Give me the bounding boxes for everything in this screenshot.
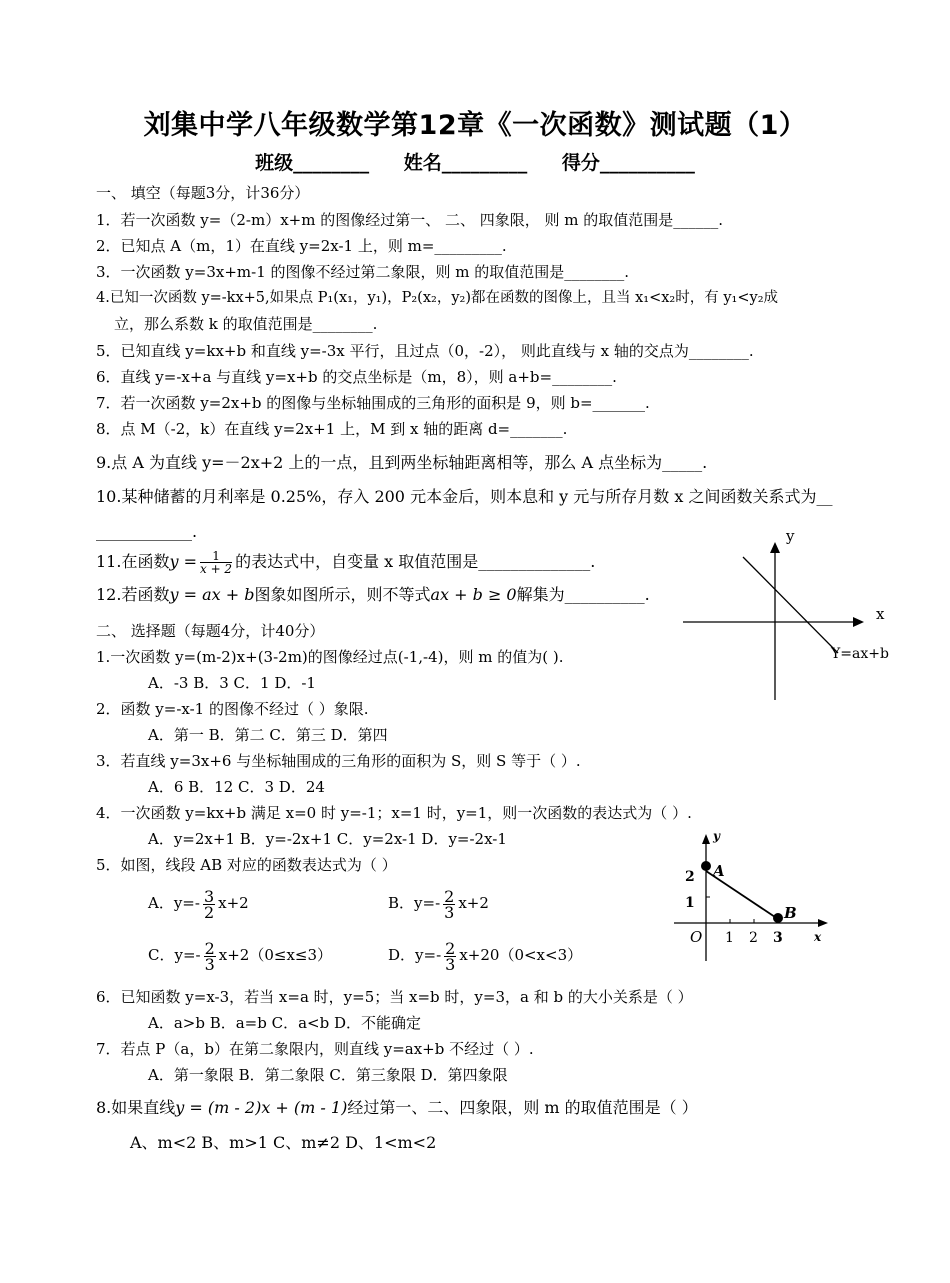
fill-question-4-cont: 立，那么系数 k 的取值范围是________. (114, 315, 378, 333)
choice-question-3: 3．若直线 y=3x+6 与坐标轴围成的三角形的面积为 S，则 S 等于（ ）. (96, 752, 581, 770)
choice-option-5a: A．y=- $\frac{3}{2}$ x+2 (148, 886, 249, 922)
tick-y2: 2 (685, 869, 695, 885)
choice-question-4: 4．一次函数 y=kx+b 满足 x=0 时 y=-1；x=1 时，y=1，则一次函数的表达式为（ ）. (96, 804, 692, 822)
fill-question-3: 3．一次函数 y=3x+m-1 的图像不经过第二象限，则 m 的取值范围是________. (96, 263, 630, 281)
line-label: Y=ax+b (831, 646, 889, 662)
fill-question-4: 4.已知一次函数 y=-kx+5,如果点 P₁(x₁，y₁)，P₂(x₂，y₂)都在函数的图像上，且当 x₁<x₂时，有 y₁<y₂成 (96, 290, 779, 306)
fill-question-6: 6．直线 y=-x+a 与直线 y=x+b 的交点坐标是（m，8），则 a+b=________. (96, 368, 617, 386)
choice-options-8: A、m<2 B、m>1 C、m≠2 D、1<m<2 (130, 1133, 437, 1152)
fill-question-12: 12.若函数y = ax + b图象如图所示，则不等式ax + b ≥ 0解集为__________. (96, 585, 650, 604)
fill-question-2: 2．已知点 A（m，1）在直线 y=2x-1 上，则 m=_________. (96, 237, 507, 255)
name-field: 姓名_________ (403, 152, 528, 174)
function-line (743, 557, 838, 653)
x-axis-arrow-icon (853, 617, 864, 627)
section2-heading: 二、 选择题（每题4分，计40分） (96, 622, 325, 640)
y-axis-arrow-icon (702, 834, 710, 844)
choice-question-8: 8.如果直线y = (m - 2)x + (m - 1)经过第一、二、四象限，则 m 的取值范围是（ ） (96, 1098, 698, 1117)
choice-option-5c: C．y=- $\frac{2}{3}$ x+2（0≤x≤3） (148, 938, 333, 974)
choice-options-2: A．第一 B．第二 C．第三 D．第四 (148, 726, 388, 744)
fill-question-10-cont: ____________. (96, 522, 198, 541)
choice-question-2: 2．函数 y=-x-1 的图像不经过（ ）象限. (96, 700, 369, 718)
choice-options-6: A．a>b B．a=b C．a<b D．不能确定 (148, 1014, 422, 1032)
score-field: 得分__________ (561, 152, 695, 174)
fill-question-7: 7．若一次函数 y=2x+b 的图像与坐标轴围成的三角形的面积是 9，则 b=_______. (96, 394, 650, 412)
origin-label: O (690, 928, 703, 946)
choice-options-4: A．y=2x+1 B．y=-2x+1 C．y=2x-1 D．y=-2x-1 (148, 830, 507, 848)
page-title: 刘集中学八年级数学第12章《一次函数》测试题（1） (143, 110, 807, 141)
segment-ab-graph (668, 826, 843, 966)
y-axis-label: y (713, 829, 720, 843)
point-b-label: B (784, 904, 797, 922)
fill-question-10: 10.某种储蓄的月利率是 0.25%，存入 200 元本金后，则本息和 y 元与所存月数 x 之间函数关系式为__ (96, 487, 833, 506)
tick-x2: 2 (749, 930, 758, 946)
class-field: 班级________ (255, 152, 370, 174)
section1-heading: 一、 填空（每题3分，计36分） (96, 184, 310, 202)
x-axis-arrow-icon (818, 919, 828, 927)
x-axis-label: x (876, 605, 885, 623)
point-a-label: A (713, 862, 725, 880)
point-a (701, 861, 711, 871)
choice-question-6: 6．已知函数 y=x-3，若当 x=a 时，y=5；当 x=b 时，y=3，a 和 b 的大小关系是（ ） (96, 988, 693, 1006)
fill-question-1: 1．若一次函数 y=（2-m）x+m 的图像经过第一、 二、 四象限， 则 m 的取值范围是______. (96, 211, 724, 229)
choice-question-7: 7．若点 P（a，b）在第二象限内，则直线 y=ax+b 不经过（ ）. (96, 1040, 534, 1058)
choice-options-7: A．第一象限 B．第二象限 C．第三象限 D．第四象限 (148, 1066, 508, 1084)
choice-option-5d: D．y=- $\frac{2}{3}$ x+20（0<x<3） (388, 938, 583, 974)
y-axis-label: y (786, 527, 795, 545)
point-b (773, 913, 783, 923)
fill-question-9: 9.点 A 为直线 y=－2x+2 上的一点，且到两坐标轴距离相等，那么 A 点坐标为_____. (96, 453, 708, 472)
tick-x3: 3 (773, 930, 783, 946)
tick-y1: 1 (685, 895, 695, 911)
fill-question-8: 8．点 M（-2，k）在直线 y=2x+1 上，M 到 x 轴的距离 d=_______. (96, 420, 568, 438)
fraction: $\frac{1}{x + 2}$ (199, 549, 233, 576)
choice-option-5b: B．y=- $\frac{2}{3}$ x+2 (388, 886, 489, 922)
choice-options-1: A．-3 B．3 C．1 D．-1 (148, 674, 316, 692)
linear-function-graph (680, 525, 910, 705)
tick-x1: 1 (725, 930, 734, 946)
student-info-line (0, 148, 950, 175)
choice-options-3: A．6 B．12 C．3 D．24 (148, 778, 325, 796)
choice-question-5: 5．如图，线段 AB 对应的函数表达式为（ ） (96, 856, 397, 874)
fill-question-11: 11.在函数y = $\frac{1}{x + 2}$ 的表达式中，自变量 x 取值范围是______________. (96, 549, 596, 576)
x-axis-label: x (814, 930, 822, 944)
fill-question-5: 5．已知直线 y=kx+b 和直线 y=-3x 平行，且过点（0，-2）， 则此直线与 x 轴的交点为________. (96, 342, 754, 360)
choice-question-1: 1.一次函数 y=(m-2)x+(3-2m)的图像经过点(-1,-4)，则 m 的值为( ). (96, 648, 564, 666)
y-axis-arrow-icon (770, 542, 780, 553)
